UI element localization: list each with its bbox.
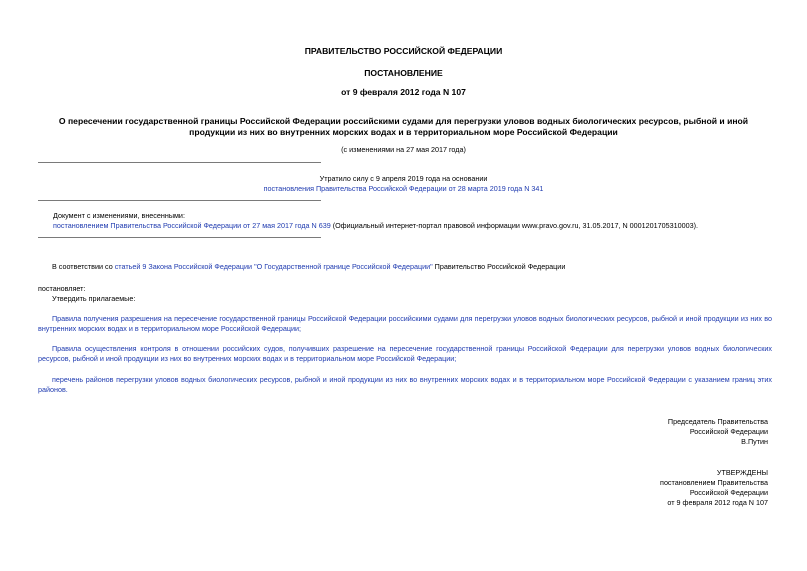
document-title-line-2: продукции из них во внутренних морских водах и в территориальном море Российской Федерации: [189, 127, 618, 137]
expired-basis-link[interactable]: постановления Правительства Российской Федерации от 28 марта 2019 года N 341: [263, 184, 544, 193]
areas-list-link[interactable]: перечень районов перегрузки уловов водных биологических ресурсов, рыбной и иной продукции из них во внутренних морских водах и в территориальном море Российской Федерации с указанием границ этих районов.: [38, 375, 772, 394]
approved-block: [660, 468, 768, 508]
signature-position: Председатель Правительства: [667, 417, 768, 426]
document-type: ПОСТАНОВЛЕНИЕ: [364, 68, 443, 78]
changes-source: (Официальный интернет-портал правовой информации www.pravo.gov.ru, 31.05.2017, N 0001201705310003).: [330, 221, 698, 230]
expired-notice: [0, 174, 807, 194]
signature-name: В.Путин: [741, 437, 768, 446]
changes-label: Документ с изменениями, внесенными:: [53, 211, 185, 220]
approved-date: от 9 февраля 2012 года N 107: [667, 498, 768, 507]
amendments-note: (с изменениями на 27 мая 2017 года): [341, 145, 466, 154]
government-title: ПРАВИТЕЛЬСТВО РОССИЙСКОЙ ФЕДЕРАЦИИ: [304, 46, 503, 56]
divider: [38, 200, 321, 201]
approved-organization: Российской Федерации: [689, 488, 768, 497]
changes-link[interactable]: постановлением Правительства Российской Федерации от 27 мая 2017 года N 639: [53, 221, 331, 230]
divider: [38, 162, 321, 163]
changes-notice: [53, 211, 773, 231]
expired-text: Утратило силу с 9 апреля 2019 года на основании: [319, 174, 488, 183]
intro-paragraph: [52, 262, 772, 272]
signature-organization: Российской Федерации: [689, 427, 768, 436]
signature-block: [668, 417, 768, 447]
rules-permission-link[interactable]: Правила получения разрешения на пересечение государственной границы Российской Федерации российскими судами для перегрузки уловов водных биологических ресурсов, рыбной и иной продукции из них во внутренних морских водах и в территориальном море Российской Федерации;: [38, 314, 772, 333]
document-date-number: от 9 февраля 2012 года N 107: [341, 87, 466, 97]
document-title: [0, 116, 807, 138]
document-title-line-1: О пересечении государственной границы Российской Федерации российскими судами для перегрузки уловов водных биологических ресурсов, рыбной и иной: [58, 116, 749, 126]
intro-suffix: Правительство Российской Федерации: [432, 262, 566, 271]
law-article-link[interactable]: статьей 9 Закона Российской Федерации "О Государственной границе Российской Федерации": [114, 262, 433, 271]
decree-word: постановляет:: [38, 284, 86, 293]
approved-by: постановлением Правительства: [660, 478, 768, 487]
approved-title: УТВЕРЖДЕНЫ: [716, 468, 768, 477]
approve-line: Утвердить прилагаемые:: [52, 294, 136, 303]
divider: [38, 237, 321, 238]
rules-control-link[interactable]: Правила осуществления контроля в отношении российских судов, получивших разрешение на пересечение государственной границы Российской Федерации для перегрузки уловов водных биологических ресурсов, рыбной и иной продукции из них во внутренних морских водах и в территориальном море Российской Федерации;: [38, 344, 772, 363]
intro-prefix: В соответствии со: [52, 262, 115, 271]
